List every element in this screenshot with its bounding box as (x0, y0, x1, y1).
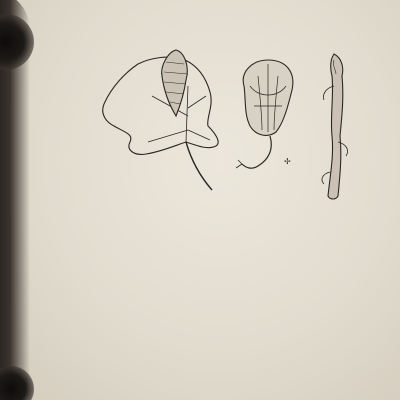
yellow-poplar-illustration (90, 46, 360, 216)
leaf-drawing (103, 57, 218, 154)
twig-drawing (328, 54, 343, 199)
svg-text:✢: ✢ (284, 157, 291, 166)
